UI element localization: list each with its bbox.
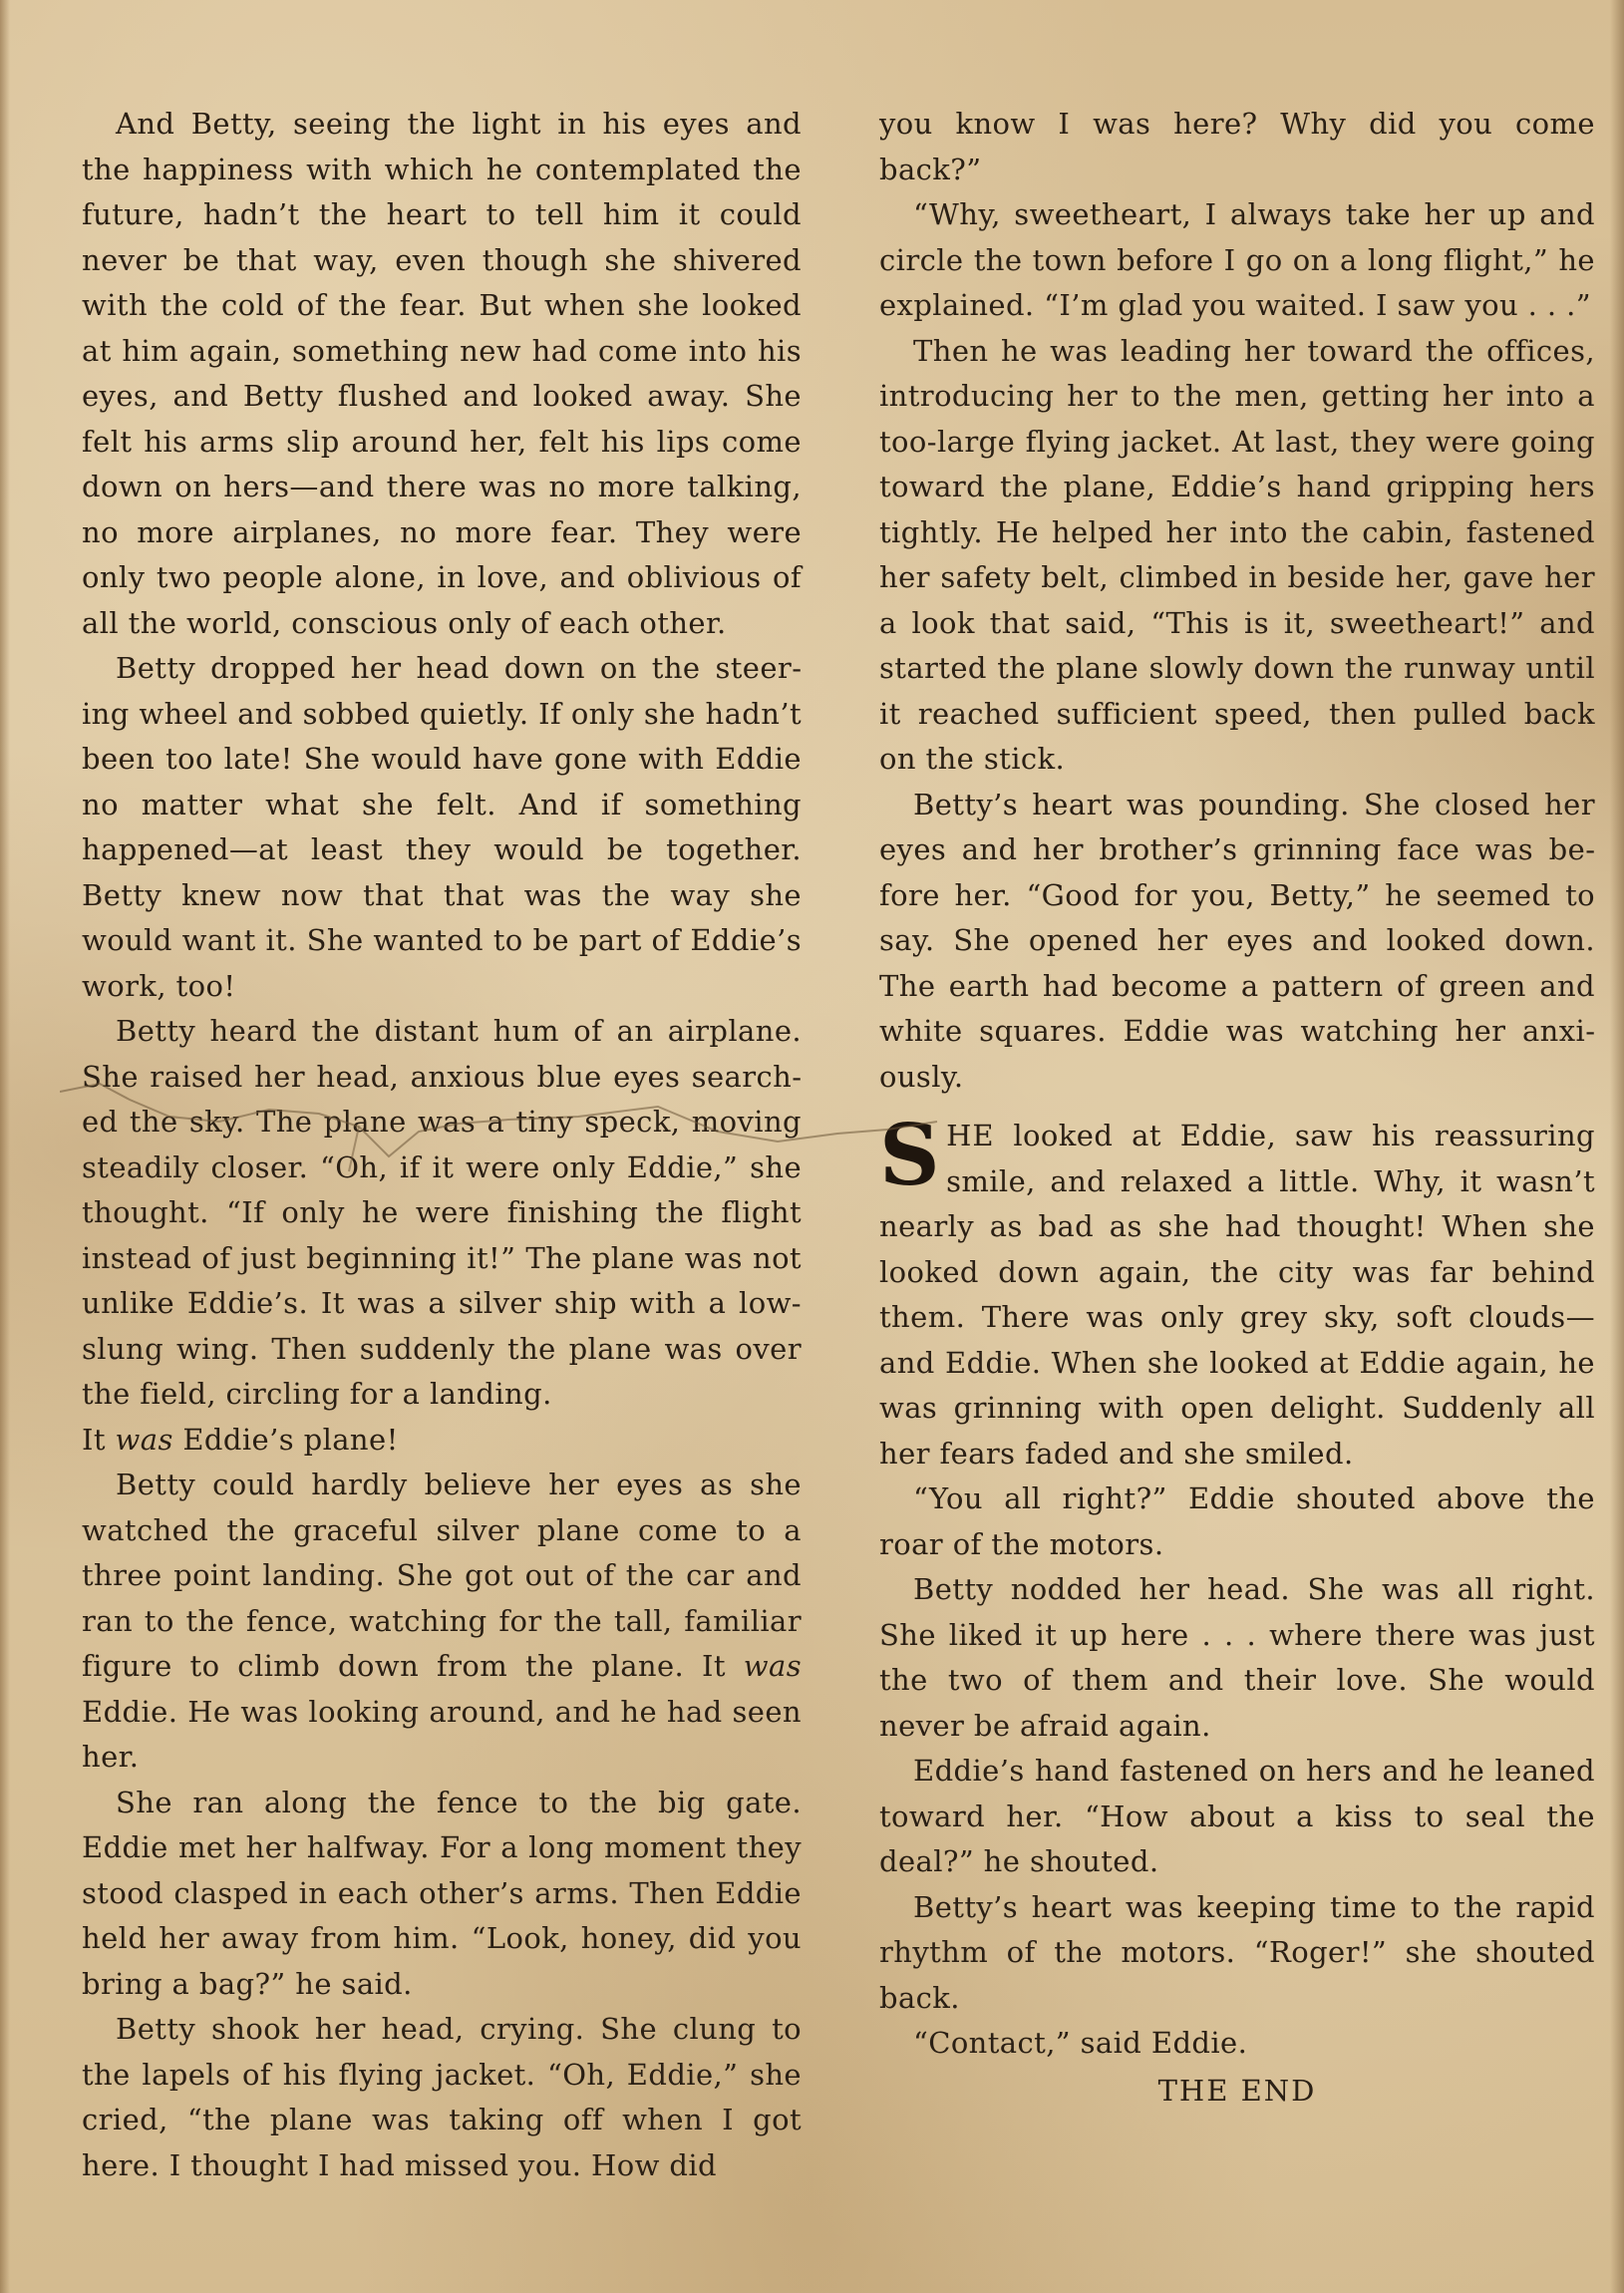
emphasis-text: was xyxy=(115,1422,173,1457)
paragraph: She ran along the fence to the big gate. Eddie met her halfway. For a long moment they stood clasped in each other’s arms. Then Eddie held her away from him. “Look, honey, did you bring a bag?” he said. xyxy=(82,1785,802,2001)
drop-cap: S xyxy=(879,1106,941,1204)
paragraph: “You all right?” Eddie shouted above the roar of the motors. xyxy=(879,1481,1595,1561)
paragraph: And Betty, seeing the light in his eyes and the happiness with which he contemplated the future, hadn’t the heart to tell him it could never be that way, even though she shivered with the cold of the fear. But when she looked at him again, something new had come into his eyes, and Betty flushed and looked away. She felt his arms slip around her, felt his lips come down on hers—and there was no more talking, no more airplanes, no more fear. They were only two people alone, in love, and oblivious of all the world, conscious only of each other. xyxy=(82,107,802,640)
paragraph-text: Eddie. He was looking around, and he had seen her. xyxy=(82,1694,802,1774)
paragraph: Betty’s heart was keeping time to the rapid rhythm of the motors. “Roger!” she shouted back. xyxy=(879,1889,1595,2015)
paragraph-text: It xyxy=(684,1649,744,1683)
page-edge-shadow-right xyxy=(1610,0,1624,2293)
paragraph: Betty’s heart was pounding. She closed her eyes and her brother’s grinning face was before her. “Good for you, Betty,” he seemed to say. She opened her eyes and looked down. The earth had become a pattern of green and white squares. Eddie was watching her anxiously. xyxy=(879,787,1595,1094)
page-edge-shadow-left xyxy=(0,0,10,2293)
small-caps-text: HE xyxy=(946,1119,995,1152)
paragraph: Betty nodded her head. She was all right. She liked it up here . . . where there was just the two of them and their love. She would never be afraid again. xyxy=(879,1572,1595,1743)
paragraph-text: looked at Eddie, saw his reassuring smile, and relaxed a little. Why, it wasn’t nearly as bad as she had thought! When she looked down again, the city was far behind them. There was only grey sky, soft clouds—and Eddie. When she looked at Eddie again, he was grinning with open delight. Suddenly all her fears faded and she smiled. xyxy=(879,1119,1595,1471)
paragraph xyxy=(82,1009,802,1463)
paragraph: “Why, sweetheart, I always take her up and circle the town before I go on a long flight,” he explained. “I’m glad you waited. I saw you . . .” xyxy=(879,197,1595,322)
paragraph-text: Betty could hardly believe her eyes as she watched the graceful silver plane come to a three point landing. She got out of the car and ran to the fence, watching for the tall, familiar figure to climb down from the plane. xyxy=(82,1468,802,1683)
emphasis-text: was xyxy=(743,1649,802,1683)
left-column xyxy=(82,102,802,2188)
paragraph: you know I was here? Why did you come back?” xyxy=(879,107,1595,186)
paragraph xyxy=(82,1463,802,1781)
paragraph-text: Eddie’s plane! xyxy=(172,1422,399,1457)
paragraph: Betty shook her head, crying. She clung to the lapels of his flying jacket. “Oh, Eddie,” she cried, “the plane was taking off when I got here. I thought I had missed you. How did xyxy=(82,2012,802,2182)
paragraph-text: It xyxy=(82,1422,116,1457)
paragraph: “Contact,” said Eddie. xyxy=(913,2026,1248,2060)
paragraph-text: Betty heard the distant hum of an airplane. She raised her head, anxious blue eyes searched the sky. The plane was a tiny speck, moving steadily closer. “Oh, if it were only Eddie,” she thought. “If only he were finishing the flight instead of just beginning it!” The plane was not unlike Eddie’s. It was a silver ship with a low-slung wing. Then suddenly the plane was over the field, circling for a landing. xyxy=(82,1014,802,1411)
paragraph: Eddie’s hand fastened on hers and he leaned toward her. “How about a kiss to seal the deal?” he shouted. xyxy=(879,1754,1595,1878)
paragraph xyxy=(879,1106,1595,1476)
the-end-label: THE END xyxy=(1157,2073,1317,2108)
paragraph: Then he was leading her toward the offices, introducing her to the men, getting her into a too-large flying jacket. At last, they were going toward the plane, Eddie’s hand gripping hers tightly. He helped her into the cabin, fastened her safety belt, climbed in beside her, gave her a look that said, “This is it, sweetheart!” and started the plane slowly down the runway until it reached sufficient speed, then pulled back on the stick. xyxy=(879,333,1595,776)
paragraph: Betty dropped her head down on the steering wheel and sobbed quietly. If only she hadn’t been too late! She would have gone with Eddie no matter what she felt. And if something happened—at least they would be together. Betty knew now that that was the way she would want it. She wanted to be part of Eddie’s work, too! xyxy=(82,651,802,1003)
right-column xyxy=(879,102,1595,2114)
